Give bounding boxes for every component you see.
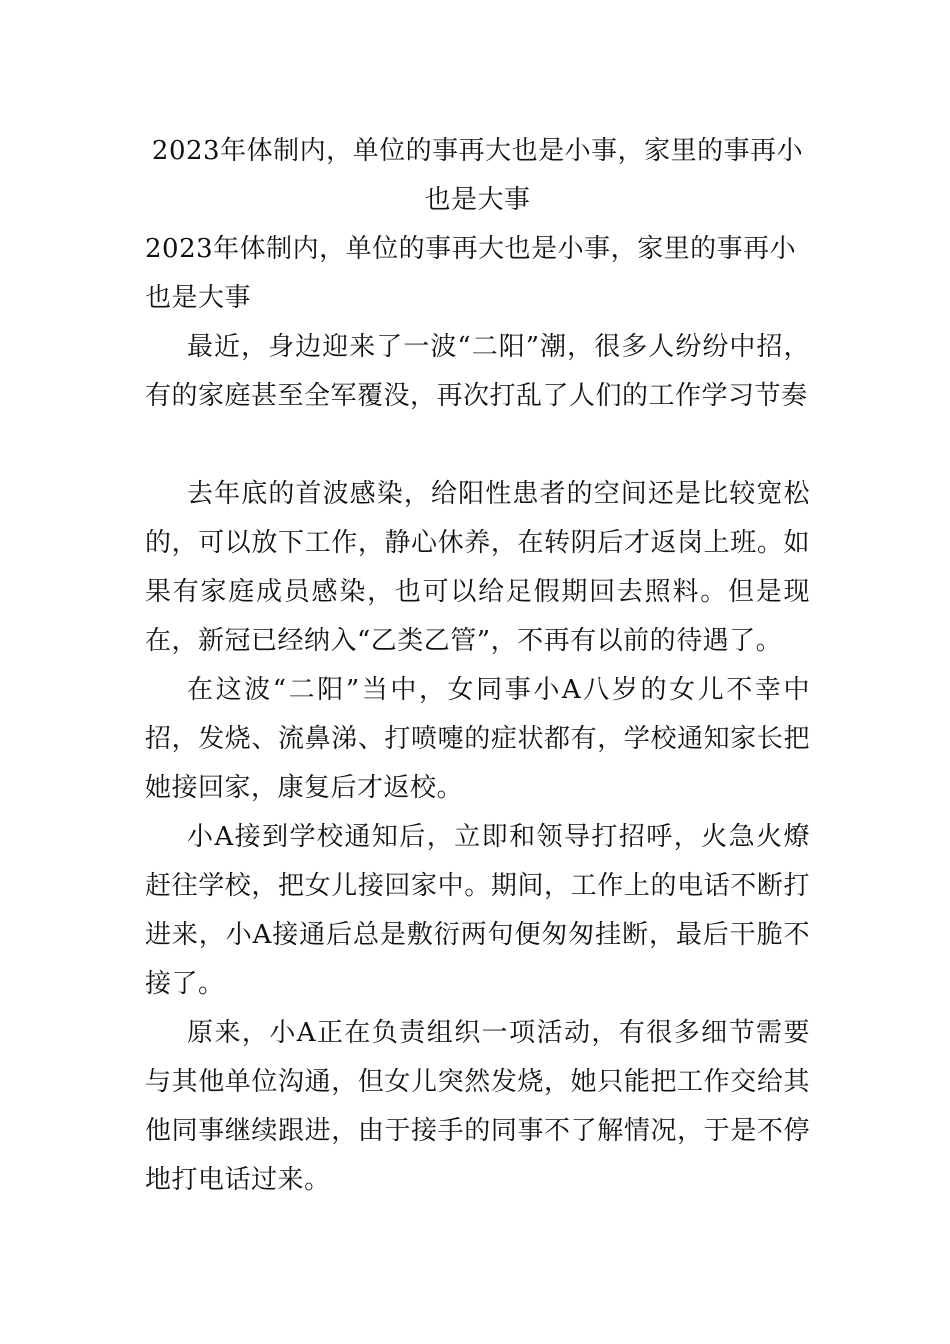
paragraph-3: 在这波“二阳”当中，女同事小A八岁的女儿不幸中招，发烧、流鼻涕、打喷嚏的症状都有，学校通知家长把她接回家，康复后才返校。 bbox=[145, 675, 810, 803]
paragraph-2: 去年底的首波感染，给阳性患者的空间还是比较宽松的，可以放下工作，静心休养，在转阴后才返岗上班。如果有家庭成员感染，也可以给足假期回去照料。但是现在，新冠已经纳入“乙类乙管”，不再有以前的待遇了。 bbox=[145, 479, 810, 656]
document-title: 2023年体制内，单位的事再大也是小事，家里的事再小也是大事 bbox=[151, 136, 804, 215]
document-body bbox=[145, 127, 810, 1205]
paragraph-5: 原来，小A正在负责组织一项活动，有很多细节需要与其他单位沟通，但女儿突然发烧，她只能把工作交给其他同事继续跟进，由于接手的同事不了解情况，于是不停地打电话过来。 bbox=[145, 1018, 810, 1195]
paragraph-4: 小A接到学校通知后，立即和领导打招呼，火急火燎赶往学校，把女儿接回家中。期间，工作上的电话不断打进来，小A接通后总是敷衍两句便匆匆挂断，最后干脆不接了。 bbox=[145, 822, 810, 999]
paragraph-1: 最近，身边迎来了一波“二阳”潮，很多人纷纷中招，有的家庭甚至全军覆没，再次打乱了人们的工作学习节奏 bbox=[145, 332, 810, 411]
paragraph-spacer bbox=[145, 421, 810, 470]
document-subtitle: 2023年体制内，单位的事再大也是小事，家里的事再小也是大事 bbox=[145, 234, 797, 313]
